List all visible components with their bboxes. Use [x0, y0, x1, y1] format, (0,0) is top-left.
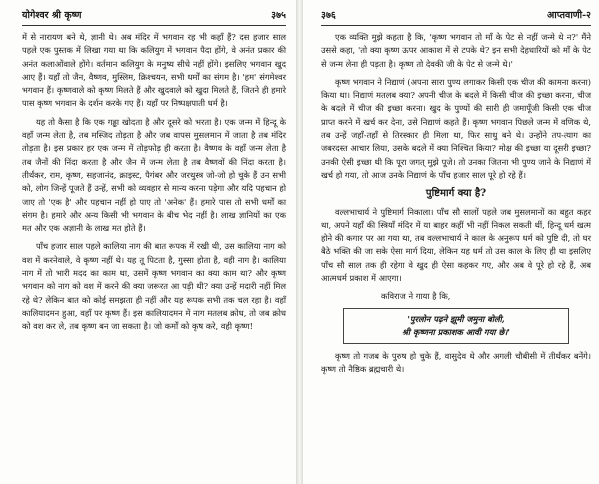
right-paragraph-1: एक व्यक्ति मुझे कहता है कि, 'कृष्ण भगवान तो माँ के पेट से नहीं जन्मे थे न?' मैंने उससे कहा, 'तो क्या कृष्ण ऊपर आकाश में से टपके थे? इन सभी देहधारियों को माँ के पेट से जन्म लेना ही पड़ता है। कृष्ण तो देवकी जी के पेट से जन्मे थे।'	[321, 32, 591, 69]
book-gutter	[296, 0, 303, 484]
right-page-header	[321, 6, 591, 22]
right-header-rule	[321, 25, 591, 26]
left-body	[22, 31, 286, 334]
right-running-title: आप्तवाणी-२	[546, 9, 591, 21]
left-header-rule	[22, 25, 286, 26]
left-paragraph-2: यह तो कैसा है कि एक गड्ढा खोदता है और दूसरे को भरता है। एक जन्म में हिन्दू के वहाँ जन्म लेता है, तब मस्जिद तोड़ता है और जब वापस मुसलमान में जाता है तब मंदिर तोड़ता है। इस प्रकार हर एक जन्म में तोड़फोड़ ही करता है। वैष्णव के वहाँ जन्म लेता है तब जैनों की निंदा करता है और जैन में जन्म लेता है तब वैष्णवों की निंदा करता है। तीर्थंकर, राम, कृष्ण, सहजानंद, क्राइस्ट, पैगंबर और जरथुस्त्र जो-जो हो चुके हैं उन सभी को, लोग जिन्हें पूजते हैं उन्हें, सभी को व्यवहार से मान्य करना पड़ेगा और यदि पहचान हो जाए तो 'एक है' और पहचान नहीं हो पाए तो 'अनेक' हैं। हमारे पास तो सभी धर्मों का संगम है। हमारे और अन्य किसी भी भगवान के बीच भेद नहीं है। लाख ज्ञानियों का एक मत और एक अज्ञानी के लाख मत होते हैं।	[22, 116, 286, 234]
left-page	[0, 0, 296, 484]
left-running-title: योगेश्वर श्री कृष्ण	[22, 9, 82, 21]
poet-intro: कविराज ने गाया है कि,	[381, 291, 451, 302]
left-paragraph-3: पाँच हजार साल पहले कालिया नाग की बात रूपक में रखी थी, उस कालिया नाग को वश में करनेवाले, वे कृष्ण नहीं थे। यह तू पिटता है, गुस्सा होता है, वही नाग है। कालिया नाग में तो भारी मदद का काम था, उसमें कृष्ण भगवान का क्या काम था? और कृष्ण भगवान को नाग को वश में करने की क्या जरूरत आ पड़ी थी? क्या उन्हें मदारी नहीं मिल रहे थे? लेकिन बात को कोई समझता ही नहीं और यह रूपक सभी तक चल रहा है। वहाँ कालियादमन हुआ, वहाँ पर कृष्ण हैं। इस कालियादमन में नाग मतलब क्रोध, तो जब क्रोध को वश कर ले, तब कृष्ण बन जा सकता है। जो कर्मों को कृष करे, वही कृष्ण!	[22, 241, 286, 332]
right-paragraph-4: कृष्ण तो गजब के पुरुष हो चुके हैं, वासुदेव थे और अगली चौबीसी में तीर्थंकर बनेंगे। कृष्ण तो नैष्ठिक ब्रह्मचारी थे।	[321, 350, 591, 374]
quote-line-1: 'पुरलोन पढ़ने झूमी जमुना बोली,	[407, 313, 505, 324]
left-page-header	[22, 6, 286, 22]
quote-box	[343, 308, 569, 344]
section-heading: पुष्टिमार्ग क्या है?	[425, 188, 487, 200]
right-paragraph-3: वल्लभाचार्य ने पुष्टिमार्ग निकाला। पाँच सौ सालों पहले जब मुसलमानों का बहुत कहर था, अपने यहाँ की स्त्रियाँ मंदिर में या बाहर कहीं भी नहीं निकल सकती थीं, हिन्दू धर्म खत्म होने की कगार पर आ गया था, तब वल्लभाचार्य ने काल के अनुरूप धर्म को पुष्टि दी, तो घर बैठे भक्ति की जा सके ऐसा मार्ग दिया, लेकिन यह धर्म तो उस काल के लिए ही था इसलिए पाँच सौ साल तक ही रहेगा वे खुद ही ऐसा कहकर गए, और अब वे पूरे हो रहे हैं, अब आत्मधर्म प्रकाश में आएगा।	[321, 206, 591, 284]
quote-line-2: श्री कृष्णना प्रकाशक आवी गया छे।'	[402, 326, 510, 337]
right-body	[321, 31, 591, 376]
right-page	[303, 0, 599, 484]
right-paragraph-2: कृष्ण भगवान ने निद्याणं (अपना सारा पुण्य लगाकर किसी एक चीज की कामना करना) किया था। निद्याणं मतलब क्या? अपनी चीज के बदले में किसी चीज की इच्छा करना, चीज के बदले में चीज की इच्छा करना। खुद के पुण्यों की सारी ही जमापूँजी किसी एक चीज प्राप्त करने में खर्च कर देना, उसे निद्याणं कहते हैं। कृष्ण भगवान पिछले जन्म में वणिक थे, तब उन्हें जहाँ-तहाँ से तिरस्कार ही मिला था, फिर साधु बने थे। उन्होंने तप-त्याग का जबरदस्त आचार लिया, उसके बदले में क्या निश्चित किया? मोक्ष की इच्छा या दूसरी इच्छा? उनकी ऐसी इच्छा थी कि पूरा जगत् मुझे पूजे। तो उनका जितना भी पुण्य जाने के निद्याणं में खर्च हो गया, तो आज उनके निद्याणं के पाँच हजार साल पूरे हो रहे हैं।	[321, 76, 591, 180]
left-paragraph-1: में से नारायण बने थे, ज्ञानी थे। अब मंदिर में भगवान रह भी कहाँ हैं? दस हजार साल पहले एक पुस्तक में लिखा गया था कि कलियुग में भगवान पैदा होंगे, वे अनंत प्रकार की अनंत कलाओंवाले होंगे। वर्तमान कलियुग के मनुष्य सीधे नहीं होंगे। इसलिए भगवान खुद आए हैं। यहाँ तो जैन, वैष्णव, मुस्लिम, क्रिश्चयन, सभी धर्मों का संगम है। 'हम' संगमेश्वर भगवान हैं। कृष्णवाले को कृष्ण मिलते हैं और खुदवाले को खुदा मिलते हैं, जितने ही हमारे पास कृष्ण भगवान के दर्शन करके गए हैं। यहाँ पर निष्पक्षपाती धर्म है।	[22, 32, 286, 109]
left-page-number: ३७५	[271, 9, 286, 21]
right-page-number: ३७६	[321, 9, 336, 21]
